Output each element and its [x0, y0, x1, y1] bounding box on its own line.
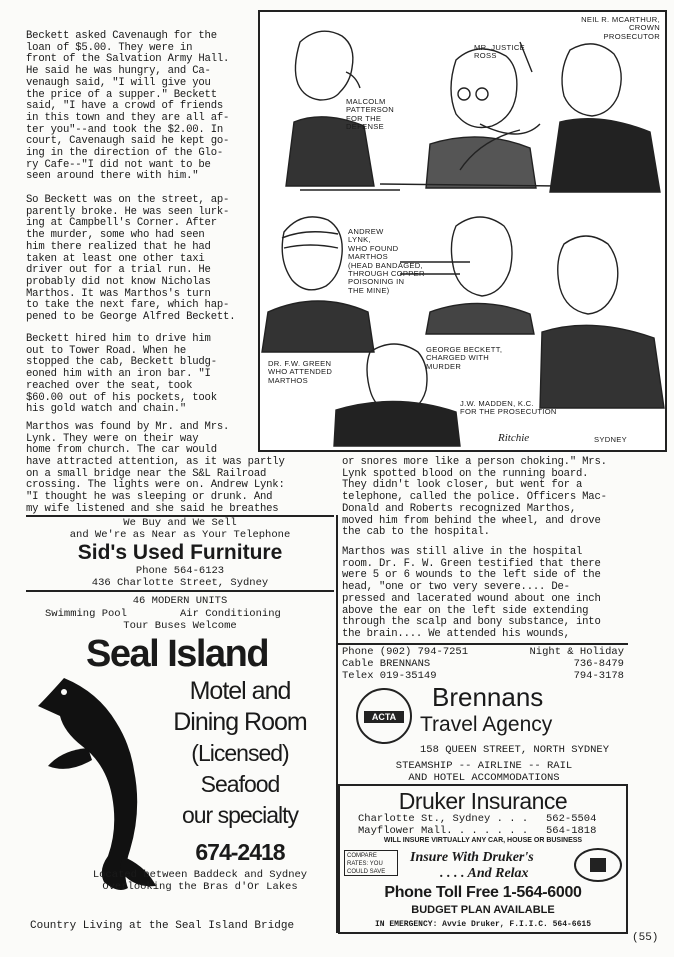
brennans-telex: Telex 019-35149	[342, 670, 437, 682]
label-beckett: GEORGE BECKETT, CHARGED WITH MURDER	[426, 345, 503, 371]
sids-address: 436 Charlotte Street, Sydney	[91, 577, 269, 589]
seal-name: Seal Island	[86, 633, 269, 675]
seal-phone: 674-2418	[195, 839, 285, 865]
artist-signature: Ritchie	[498, 432, 530, 444]
label-green: DR. F.W. GREEN WHO ATTENDED MARTHOS	[268, 359, 333, 385]
label-patterson: MALCOLM PATTERSON FOR THE DEFENSE	[346, 97, 394, 132]
label-ross: MR. JUSTICE ROSS	[474, 43, 525, 61]
page-number: (55)	[632, 932, 659, 944]
brennans-phone: Phone (902) 794-7251	[342, 646, 469, 658]
brennans-services1: STEAMSHIP -- AIRLINE -- RAIL	[395, 760, 573, 772]
druker-slogan2: . . . . And Relax	[440, 866, 529, 881]
article-paragraph: Marthos was found by Mr. and Mrs. Lynk. They were on their way home from church. The car would	[26, 421, 230, 457]
brennans-night	[520, 646, 624, 682]
sids-ad	[26, 517, 334, 589]
druker-tollfree: Phone Toll Free 1-564-6000	[384, 884, 582, 901]
brennans-agency: Travel Agency	[420, 713, 553, 736]
druker-locations	[358, 813, 528, 837]
druker-compare: COMPARE RATES: YOU COULD SAVE	[344, 850, 398, 876]
brennans-name: Brennans	[432, 682, 544, 712]
acta-seal-icon	[356, 688, 412, 744]
article-paragraph: So Beckett was on the street, ap- parently broke. He was seen lurk- ing at Campbell's Corner. After the murder, some who had seen him there realized that he had taken at least one other taxi driver out for a trial run. He probably did not know Nicholas Marthos. It was Marthos's turn to take the next fare, which hap- pened to be George Alfred Beckett.	[26, 194, 236, 324]
druker-loc1: Charlotte St., Sydney . . .	[358, 813, 529, 825]
label-city: SYDNEY	[594, 435, 628, 444]
druker-emergency: IN EMERGENCY: Avvie Druker, F.I.I.C. 564-6615	[374, 920, 592, 929]
seal-specialty: our specialty	[181, 802, 299, 828]
brennans-address: 158 QUEEN STREET, NORTH SYDNEY	[420, 744, 610, 756]
insurance-logo-icon	[574, 848, 622, 882]
sids-line2: and We're as Near as Your Telephone	[69, 529, 291, 541]
seal-tour: Tour Buses Welcome	[123, 620, 237, 632]
sids-name: Sid's Used Furniture	[77, 541, 283, 564]
divider	[26, 590, 334, 592]
sids-phone: Phone 564-6123	[135, 565, 225, 577]
druker-ph1: 562-5504	[546, 813, 597, 825]
sids-line1: We Buy and We Sell	[123, 517, 237, 529]
acta-label: ACTA	[364, 711, 404, 723]
article-paragraph: have attracted attention, as it was partly on a small bridge near the S&L Railroad crossing. The lights were on. Andrew Lynk: "I thought he was sleeping or drunk. And my wife listened and she said he breathes	[26, 456, 285, 515]
article-paragraph: Marthos was still alive in the hospital room. Dr. F. W. Green testified that there were 5 or 6 wounds to the left side of the head, "one or two very severe.... De- pressed and lacerated wound about one inch above the ear on the left side extending through the scalp and bony substance, into the brain.... We attended his wounds,	[342, 546, 601, 640]
brennans-services2: AND HOTEL ACCOMMODATIONS	[408, 772, 560, 784]
brennans-services	[340, 760, 628, 784]
article-paragraph: Beckett asked Cavenaugh for the loan of $5.00. They were in front of the Salvation Army Hall. He said he was hungry, and Ca- venaugh said, "I will give you the price of a supper." Beckett said, "I have a crowd of friends in this town and they are all af- ter you"--and took the $2.00. In court, Cavenaugh said he kept go- ing in the direction of the Glo- ry Cafe--"I did not want to be seen around there with him."	[26, 30, 230, 183]
seal-loc2: Overlooking the Bras d'Or Lakes	[102, 881, 298, 893]
brennans-contacts	[342, 646, 468, 682]
article-paragraph: or snores more like a person choking." Mrs. Lynk spotted blood on the running board. They didn't look closer, but went for a telephone, called the police. Officers Mac- Donald and Roberts recognized Marthos, moved him from behind the wheel, and drove the cab to the hospital.	[342, 456, 607, 539]
seal-country: Country Living at the Seal Island Bridge	[30, 920, 295, 932]
druker-budget: BUDGET PLAN AVAILABLE	[411, 904, 555, 916]
seal-pool: Swimming Pool	[45, 608, 127, 620]
brennans-night2: 794-3178	[573, 670, 624, 682]
seal-seafood: Seafood	[200, 771, 280, 797]
label-lynk: ANDREW LYNK, WHO FOUND MARTHOS (HEAD BANDAGED, THROUGH COPPER POISONING IN THE MINE)	[348, 227, 425, 295]
label-mcarthur: NEIL R. MCARTHUR, CROWN PROSECUTOR	[581, 15, 660, 41]
seal-loc1: Located between Baddeck and Sydney	[92, 869, 308, 881]
druker-name: Druker Insurance	[398, 788, 568, 814]
divider	[338, 643, 628, 645]
druker-phones	[546, 813, 596, 837]
seal-motel: Motel and	[189, 677, 291, 705]
druker-slogan1: Insure With Druker's	[410, 850, 534, 865]
seal-units: 46 MODERN UNITS	[132, 595, 228, 607]
druker-insure-all: WILL INSURE VIRTUALLY ANY CAR, HOUSE OR BUSINESS	[383, 837, 583, 844]
label-madden: J.W. MADDEN, K.C. FOR THE PROSECUTION	[460, 399, 557, 417]
seal-location	[60, 869, 340, 893]
druker-ph2: 564-1818	[546, 825, 597, 837]
brennans-night1: 736-8479	[573, 658, 624, 670]
seal-licensed: (Licensed)	[191, 740, 289, 766]
brennans-cable: Cable BRENNANS	[342, 658, 431, 670]
courtroom-sketch	[258, 10, 667, 452]
seal-dining: Dining Room	[173, 708, 307, 736]
article-paragraph: Beckett hired him to drive him out to Tower Road. When he stopped the cab, Beckett bludg- eoned him with an iron bar. "I reached over the seat, took $60.00 out of his pockets, took his gold watch and chain."	[26, 333, 217, 416]
seal-details	[150, 676, 330, 868]
brennans-night-label: Night & Holiday	[529, 646, 624, 658]
druker-loc2: Mayflower Mall. . . . . . .	[358, 825, 529, 837]
seal-ac: Air Conditioning	[180, 608, 281, 620]
